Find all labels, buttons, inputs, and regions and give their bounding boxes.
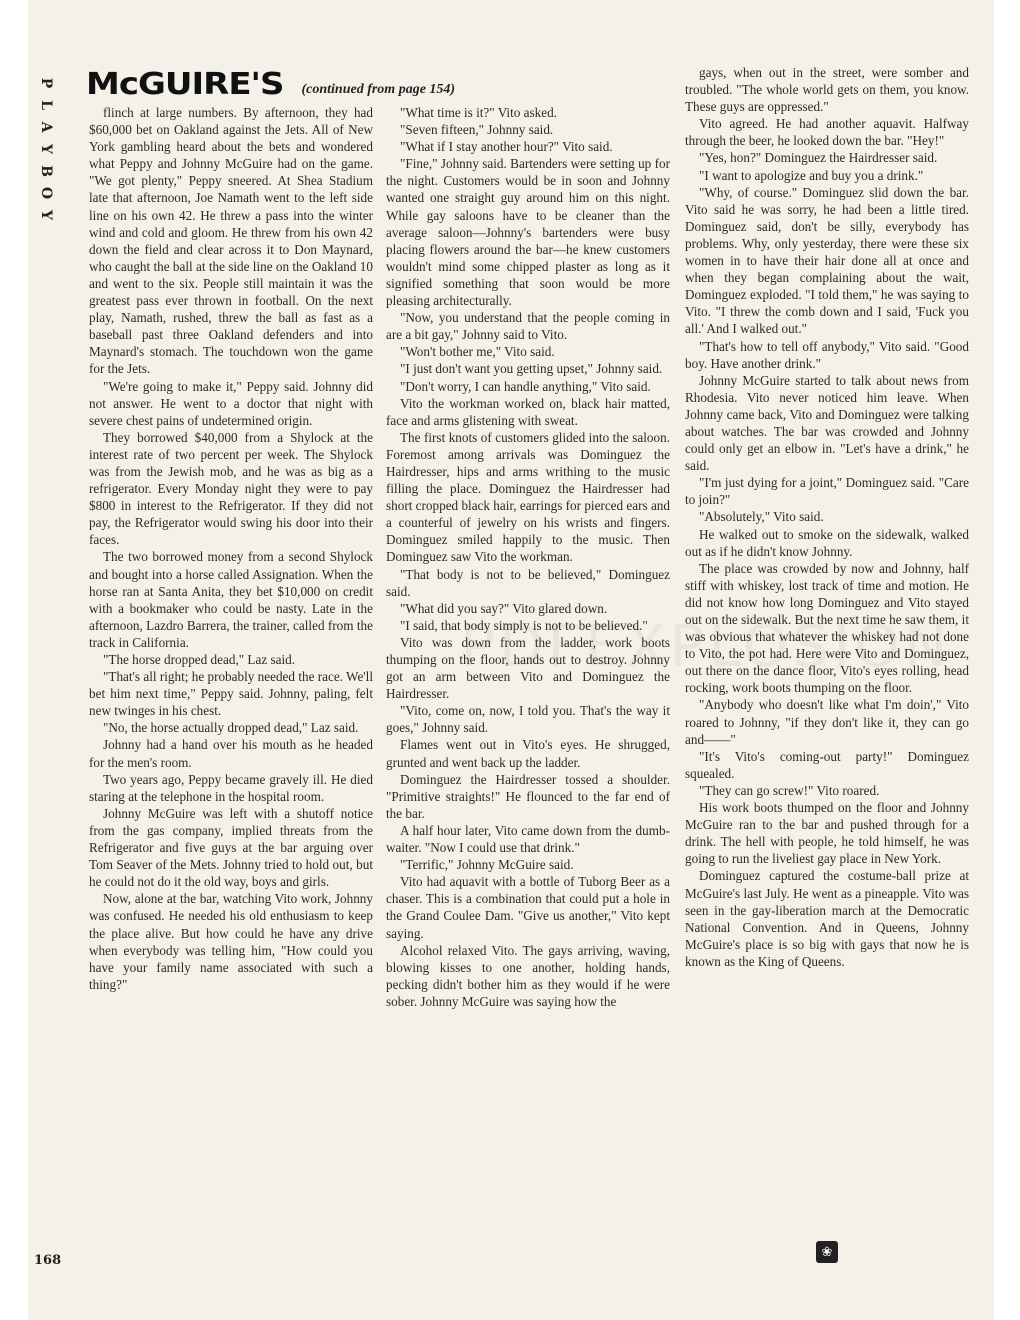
paragraph: "Absolutely," Vito said.: [699, 509, 824, 525]
paragraph: Vito agreed. He had another aquavit. Halfway through the beer, he looked down the bar. "Hey!": [685, 116, 969, 149]
paragraph: The first knots of customers glided into the saloon. Foremost among arrivals was Dominguez the Hairdresser, hips and arms writhing to the music filling the place. Dominguez the Hairdresser had short cropped black hair, earrings for pierced ears and a counterful of jewelry on his wrists and fingers. Dominguez smiled happily to the music. Then Dominguez saw Vito the workman.: [386, 429, 670, 565]
paragraph: "I said, that body simply is not to be believed.": [400, 617, 648, 633]
text-column-2: [386, 104, 670, 1010]
paragraph: The two borrowed money from a second Shylock and bought into a horse called Assignation. When the horse ran at Santa Anita, they bet $10,000 on credit with a bookmaker who could be nasty. Late in the afternoon, Lazdro Barrera, the trainer, called from the track in California.: [89, 549, 373, 650]
paragraph: "The horse dropped dead," Laz said.: [103, 652, 296, 667]
paragraph: "That's how to tell off anybody," Vito said. "Good boy. Have another drink.": [685, 338, 969, 371]
paragraph: "It's Vito's coming-out party!" Dominguez squealed.: [685, 748, 969, 781]
spine-label: [30, 72, 62, 226]
spine-letter: B: [38, 165, 54, 177]
article-title: McGUIRE'S: [86, 66, 284, 102]
paragraph: "What if I stay another hour?" Vito said.: [400, 139, 613, 155]
spine-letter: P: [38, 77, 54, 89]
paragraph: Flames went out in Vito's eyes. He shrugged, grunted and went back up the ladder.: [386, 737, 670, 770]
text-column-1: [89, 104, 373, 993]
paragraph: Dominguez captured the costume-ball prize at McGuire's last July. He went as a pineapple. Vito was seen in the gay-liberation march at the Democratic National Convention. And in Queens, Johnny McGuire's place is so big with gays that now he is known as the King of Queens.: [685, 868, 969, 969]
spine-letter: Y: [38, 210, 54, 220]
paragraph: "That's all right; he probably needed the race. We'll bet him next time," Peppy said. Johnny, paling, felt new twinges in his chest.: [89, 669, 373, 719]
rabbit-logo-icon: ❀: [816, 1241, 838, 1263]
paragraph: flinch at large numbers. By afternoon, they had $60,000 bet on Oakland against the Jets. All of New York gambling heard about the bets and wondered what Peppy and Johnny McGuire had on the game. "We got plenty," Peppy sneered. At Shea Stadium late that afternoon, Joe Namath went to the left side line on his own 42. He threw a pass into the winter wind and cold and gloom. He threw from his own 42 down the field and clear across it to Don Maynard, who caught the ball at the side line on the Oakland 10 and went to the six. People still maintain it was the greatest pass ever thrown in football. On the next play, Namath, rushed, threw the ball as fast as a baseball past three Oakland defenders and into Maynard's stomach. The touchdown won the game for the Jets.: [89, 105, 373, 377]
spine-letter: A: [38, 121, 54, 133]
text-column-3: [685, 64, 969, 970]
paragraph: "They can go screw!" Vito roared.: [699, 782, 880, 798]
paragraph: "Don't worry, I can handle anything," Vito said.: [400, 378, 651, 394]
paragraph: "Why, of course." Dominguez slid down the bar. Vito said he was sorry, he had been a little tired. Dominguez said, don't be silly, everybody has problems. Why, only yesterday, there were these six women in to have their hair done all at once and when they began complaining about the wait, Dominguez exploded. "I told them," he was saying to Vito. "I threw the comb down and I said, 'Fuck you all.' And I walked out.": [685, 184, 969, 337]
paragraph: "No, the horse actually dropped dead," Laz said.: [103, 720, 359, 736]
paragraph: Alcohol relaxed Vito. The gays arriving, waving, blowing kisses to one another, holding hands, pecking didn't bother him as they would if he were sober. Johnny McGuire was saying how the: [386, 942, 670, 1009]
paragraph: "Vito, come on, now, I told you. That's the way it goes," Johnny said.: [386, 703, 670, 736]
page-number: 168: [34, 1253, 62, 1268]
paragraph: "Won't bother me," Vito said.: [400, 344, 555, 360]
paragraph: "That body is not to be believed," Dominguez said.: [386, 566, 670, 599]
paragraph: "What time is it?" Vito asked.: [400, 105, 557, 120]
paragraph: His work boots thumped on the floor and Johnny McGuire ran to the bar and pushed through for a drink. The hell with people, he told himself, he was going to run the liveliest gay place in New York.: [685, 800, 969, 867]
paragraph: "I just don't want you getting upset," Johnny said.: [400, 361, 663, 377]
spine-letter: L: [38, 100, 54, 110]
paragraph: "I'm just dying for a joint," Dominguez said. "Care to join?": [685, 475, 969, 508]
paragraph: He walked out to smoke on the sidewalk, walked out as if he didn't know Johnny.: [685, 526, 969, 559]
paragraph: Vito was down from the ladder, work boots thumping on the floor, hands out to destroy. Johnny got an arm between Vito and Dominguez the Hairdresser.: [386, 634, 670, 702]
paragraph: "I want to apologize and buy you a drink.": [699, 167, 924, 183]
paragraph: Johnny had a hand over his mouth as he headed for the men's room.: [89, 737, 373, 770]
paragraph: A half hour later, Vito came down from the dumb-waiter. "Now I could use that drink.": [386, 822, 670, 856]
paragraph: Vito the workman worked on, black hair matted, face and arms glistening with sweat.: [386, 395, 670, 428]
paragraph: Now, alone at the bar, watching Vito work, Johnny was confused. He needed his old enthusiasm to keep the place alive. But how could he have any drive when everybody was telling him, "How could you have your family name associated with such a thing?": [89, 891, 373, 992]
article-header: [86, 62, 486, 104]
paragraph: Johnny McGuire was left with a shutoff notice from the gas company, implied threats from the Refrigerator and five guys at the bar arguing over Tom Seaver of the Mets. Johnny tried to hold out, but he could not do it the old way, boys and girls.: [89, 805, 373, 890]
spine-letter: O: [38, 186, 54, 200]
spine-letter: Y: [38, 144, 54, 154]
paragraph: "What did you say?" Vito glared down.: [400, 600, 608, 616]
paragraph: "Yes, hon?" Dominguez the Hairdresser said.: [699, 150, 938, 166]
paragraph: gays, when out in the street, were somber and troubled. "The whole world gets on them, you know. These guys are oppressed.": [685, 65, 969, 115]
paragraph: "Seven fifteen," Johnny said.: [400, 122, 554, 138]
paragraph: "Fine," Johnny said. Bartenders were setting up for the night. Customers would be in soon and Johnny wanted one straight guy around him on this night. While gay saloons have to be cleaner than the average saloon—Johnny's bartenders were busy placing flowers around the bar—he knew customers wouldn't mind some chipped plaster as long as it signified something that soon would be more pleasing architecturally.: [386, 156, 670, 309]
paragraph: "Terrific," Johnny McGuire said.: [400, 857, 574, 873]
paragraph: "Now, you understand that the people coming in are a bit gay," Johnny said to Vito.: [386, 310, 670, 343]
paragraph: Johnny McGuire started to talk about news from Rhodesia. Vito never noticed him leave. When Johnny came back, Vito and Dominguez were talking about watches. The bar was crowded and Johnny could only get an elbow in. "Let's have a drink," he said.: [685, 372, 969, 474]
paragraph: They borrowed $40,000 from a Shylock at the interest rate of two percent per week. The Shylock was from the Jewish mob, and he was as big as a refrigerator. Every Monday night they were to pay $800 in interest to the Refrigerator. If they did not pay, the Refrigerator would swing his door into their faces.: [89, 429, 373, 548]
paragraph: "We're going to make it," Peppy said. Johnny did not answer. He went to a doctor that night with severe chest pains of undetermined origin.: [89, 378, 373, 428]
continued-note: (continued from page 154): [301, 82, 456, 97]
paragraph: Dominguez the Hairdresser tossed a shoulder. "Primitive straights!" He flounced to the far end of the bar.: [386, 771, 670, 821]
paragraph: Vito had aquavit with a bottle of Tuborg Beer as a chaser. This is a combination that could put a hole in the Grand Coulee Dam. "Give us another," Vito kept saying.: [386, 874, 670, 941]
paragraph: Two years ago, Peppy became gravely ill. He died staring at the telephone in the hospital room.: [89, 771, 373, 804]
paragraph: "Anybody who doesn't like what I'm doin'," Vito roared to Johnny, "if they don't like it, they can go and——": [685, 697, 969, 747]
paragraph: The place was crowded by now and Johnny, half stiff with whiskey, lost track of time and motion. He did not know how long Dominguez and Vito stayed out on the sidewalk. But the next time he saw them, it was obvious that whatever the whiskey had not done to Vito, the pot had. Here were Vito and Dominguez, out there on the dance floor, Vito's eyes rolling, head rocking, work boots thumping on the floor.: [685, 560, 969, 696]
